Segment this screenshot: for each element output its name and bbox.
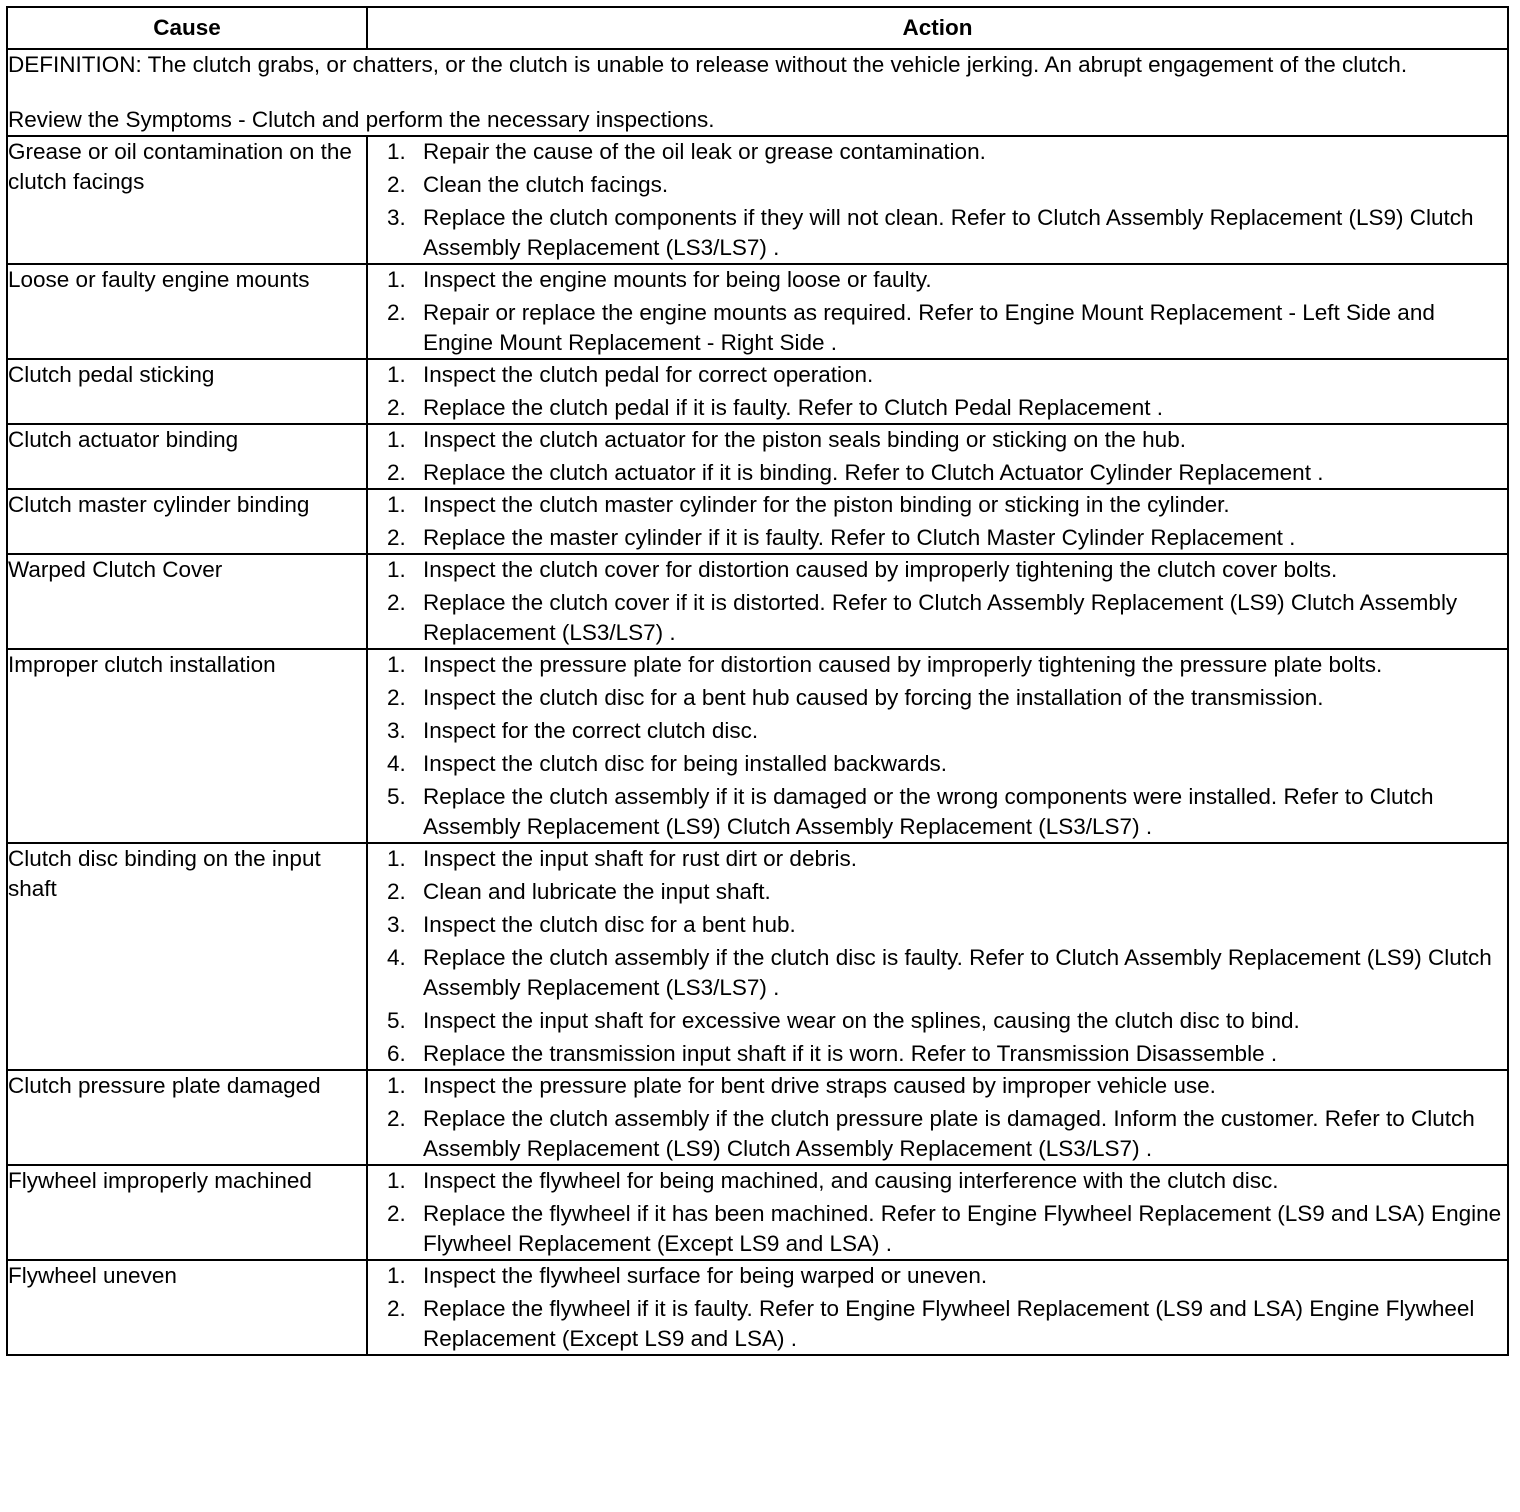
table-row [7,264,1508,359]
action-step [368,683,1507,713]
step-text: Replace the clutch assembly if the clutch disc is faulty. Refer to Clutch Assembly Replacement (LS9) Clutch Assembly Replacement (LS3/LS7) . [423,945,1492,1000]
action-steps-list [368,1261,1507,1354]
action-steps-list [368,650,1507,842]
cause-cell: Grease or oil contamination on the clutch facings [7,136,367,264]
action-steps-list [368,1166,1507,1259]
table-row [7,359,1508,424]
step-number: 2. [387,395,406,420]
action-step [368,170,1507,200]
step-text: Inspect the clutch master cylinder for the piston binding or sticking in the cylinder. [423,492,1230,517]
step-number: 2. [387,1201,406,1226]
step-text: Inspect the clutch disc for being installed backwards. [423,751,948,776]
action-step [368,716,1507,746]
action-cell [367,424,1508,489]
action-step [368,943,1507,1003]
table-row [7,1070,1508,1165]
step-number: 2. [387,1106,406,1131]
action-step [368,137,1507,167]
action-cell [367,264,1508,359]
action-cell [367,1260,1508,1355]
step-text: Replace the flywheel if it has been machined. Refer to Engine Flywheel Replacement (LS9 and LSA) Engine Flywheel Replacement (Except LS9 and LSA) . [423,1201,1502,1256]
action-step [368,1199,1507,1259]
step-text: Inspect the clutch cover for distortion caused by improperly tightening the clutch cover bolts. [423,557,1338,582]
step-number: 1. [387,557,406,582]
cause-cell: Clutch pressure plate damaged [7,1070,367,1165]
action-steps-list [368,844,1507,1069]
action-steps-list [368,555,1507,648]
action-steps-list [368,265,1507,358]
step-text: Inspect the clutch disc for a bent hub. [423,912,796,937]
action-step [368,844,1507,874]
step-text: Inspect the engine mounts for being loose or faulty. [423,267,932,292]
action-step [368,393,1507,423]
step-number: 2. [387,525,406,550]
action-step [368,425,1507,455]
diagnostic-table-container [6,6,1507,1356]
table-row [7,136,1508,264]
table-row [7,649,1508,843]
action-steps-list [368,137,1507,263]
action-cell [367,1070,1508,1165]
action-column-header: Action [367,7,1508,49]
action-step [368,523,1507,553]
step-number: 2. [387,590,406,615]
action-step [368,458,1507,488]
cause-cell: Clutch pedal sticking [7,359,367,424]
step-number: 1. [387,1168,406,1193]
action-step [368,650,1507,680]
action-step [368,877,1507,907]
step-text: Replace the clutch actuator if it is binding. Refer to Clutch Actuator Cylinder Replacement . [423,460,1324,485]
step-number: 1. [387,427,406,452]
action-step [368,1104,1507,1164]
step-text: Replace the clutch cover if it is distorted. Refer to Clutch Assembly Replacement (LS9) Clutch Assembly Replacement (LS3/LS7) . [423,590,1458,645]
cause-cell: Flywheel improperly machined [7,1165,367,1260]
step-number: 2. [387,879,406,904]
cause-cell: Flywheel uneven [7,1260,367,1355]
action-step [368,298,1507,358]
step-text: Replace the clutch assembly if it is damaged or the wrong components were installed. Refer to Clutch Assembly Replacement (LS9) Clutch Assembly Replacement (LS3/LS7) . [423,784,1434,839]
action-step [368,360,1507,390]
action-cell [367,843,1508,1070]
definition-cell [7,49,1508,136]
action-step [368,265,1507,295]
action-step [368,910,1507,940]
step-number: 1. [387,492,406,517]
step-text: Inspect the clutch pedal for correct operation. [423,362,874,387]
step-number: 1. [387,846,406,871]
cause-cell: Improper clutch installation [7,649,367,843]
cause-cell: Loose or faulty engine mounts [7,264,367,359]
action-step [368,749,1507,779]
table-row [7,424,1508,489]
step-text: Replace the master cylinder if it is faulty. Refer to Clutch Master Cylinder Replacement . [423,525,1296,550]
step-number: 3. [387,718,406,743]
step-number: 2. [387,172,406,197]
step-text: Inspect for the correct clutch disc. [423,718,759,743]
action-cell [367,359,1508,424]
table-row [7,554,1508,649]
step-number: 1. [387,1073,406,1098]
step-text: Inspect the input shaft for rust dirt or debris. [423,846,857,871]
step-number: 1. [387,362,406,387]
step-text: Replace the flywheel if it is faulty. Refer to Engine Flywheel Replacement (LS9 and LSA) Engine Flywheel Replacement (Except LS9 and LSA) . [423,1296,1475,1351]
action-cell [367,649,1508,843]
step-number: 1. [387,1263,406,1288]
step-text: Replace the clutch components if they will not clean. Refer to Clutch Assembly Replacement (LS9) Clutch Assembly Replacement (LS3/LS7) . [423,205,1474,260]
cause-cell: Clutch master cylinder binding [7,489,367,554]
step-number: 6. [387,1041,406,1066]
step-number: 1. [387,139,406,164]
action-steps-list [368,425,1507,488]
cause-cell: Clutch actuator binding [7,424,367,489]
action-step [368,1039,1507,1069]
step-number: 1. [387,652,406,677]
action-steps-list [368,1071,1507,1164]
action-cell [367,489,1508,554]
step-text: Inspect the clutch disc for a bent hub caused by forcing the installation of the transmission. [423,685,1324,710]
step-text: Repair the cause of the oil leak or grease contamination. [423,139,986,164]
step-number: 2. [387,1296,406,1321]
table-row [7,843,1508,1070]
action-step [368,555,1507,585]
cause-column-header: Cause [7,7,367,49]
step-number: 5. [387,1008,406,1033]
diagnostic-table [6,6,1509,1356]
definition-note: Review the Symptoms - Clutch and perform the necessary inspections. [8,107,715,132]
action-step [368,1261,1507,1291]
action-step [368,1071,1507,1101]
table-row [7,1260,1508,1355]
step-text: Clean the clutch facings. [423,172,669,197]
step-number: 4. [387,945,406,970]
action-step [368,1166,1507,1196]
action-cell [367,554,1508,649]
step-number: 2. [387,460,406,485]
definition-text: DEFINITION: The clutch grabs, or chatters, or the clutch is unable to release without the vehicle jerking. An abrupt engagement of the clutch. [8,52,1408,77]
step-text: Replace the clutch assembly if the clutch pressure plate is damaged. Inform the customer. Refer to Clutch Assembly Replacement (LS9) Clutch Assembly Replacement (LS3/LS7) . [423,1106,1475,1161]
action-cell [367,1165,1508,1260]
step-number: 1. [387,267,406,292]
step-text: Inspect the pressure plate for bent drive straps caused by improper vehicle use. [423,1073,1216,1098]
step-text: Replace the transmission input shaft if it is worn. Refer to Transmission Disassemble . [423,1041,1278,1066]
step-text: Inspect the clutch actuator for the piston seals binding or sticking on the hub. [423,427,1186,452]
cause-cell: Clutch disc binding on the input shaft [7,843,367,1070]
table-row [7,489,1508,554]
action-step [368,1006,1507,1036]
step-text: Replace the clutch pedal if it is faulty. Refer to Clutch Pedal Replacement . [423,395,1163,420]
step-text: Repair or replace the engine mounts as required. Refer to Engine Mount Replacement - Left Side and Engine Mount Replacement - Right Side . [423,300,1435,355]
action-step [368,490,1507,520]
step-number: 3. [387,912,406,937]
action-step [368,588,1507,648]
definition-row [7,49,1508,136]
step-text: Inspect the flywheel for being machined, and causing interference with the clutch disc. [423,1168,1279,1193]
action-step [368,203,1507,263]
step-number: 5. [387,784,406,809]
step-text: Inspect the pressure plate for distortion caused by improperly tightening the pressure plate bolts. [423,652,1383,677]
table-body [7,49,1508,1355]
action-steps-list [368,490,1507,553]
step-text: Clean and lubricate the input shaft. [423,879,771,904]
cause-cell: Warped Clutch Cover [7,554,367,649]
step-text: Inspect the input shaft for excessive wear on the splines, causing the clutch disc to bind. [423,1008,1300,1033]
action-step [368,782,1507,842]
step-number: 3. [387,205,406,230]
step-number: 2. [387,685,406,710]
action-step [368,1294,1507,1354]
header-row [7,7,1508,49]
action-cell [367,136,1508,264]
table-row [7,1165,1508,1260]
step-number: 4. [387,751,406,776]
step-number: 2. [387,300,406,325]
step-text: Inspect the flywheel surface for being warped or uneven. [423,1263,988,1288]
action-steps-list [368,360,1507,423]
